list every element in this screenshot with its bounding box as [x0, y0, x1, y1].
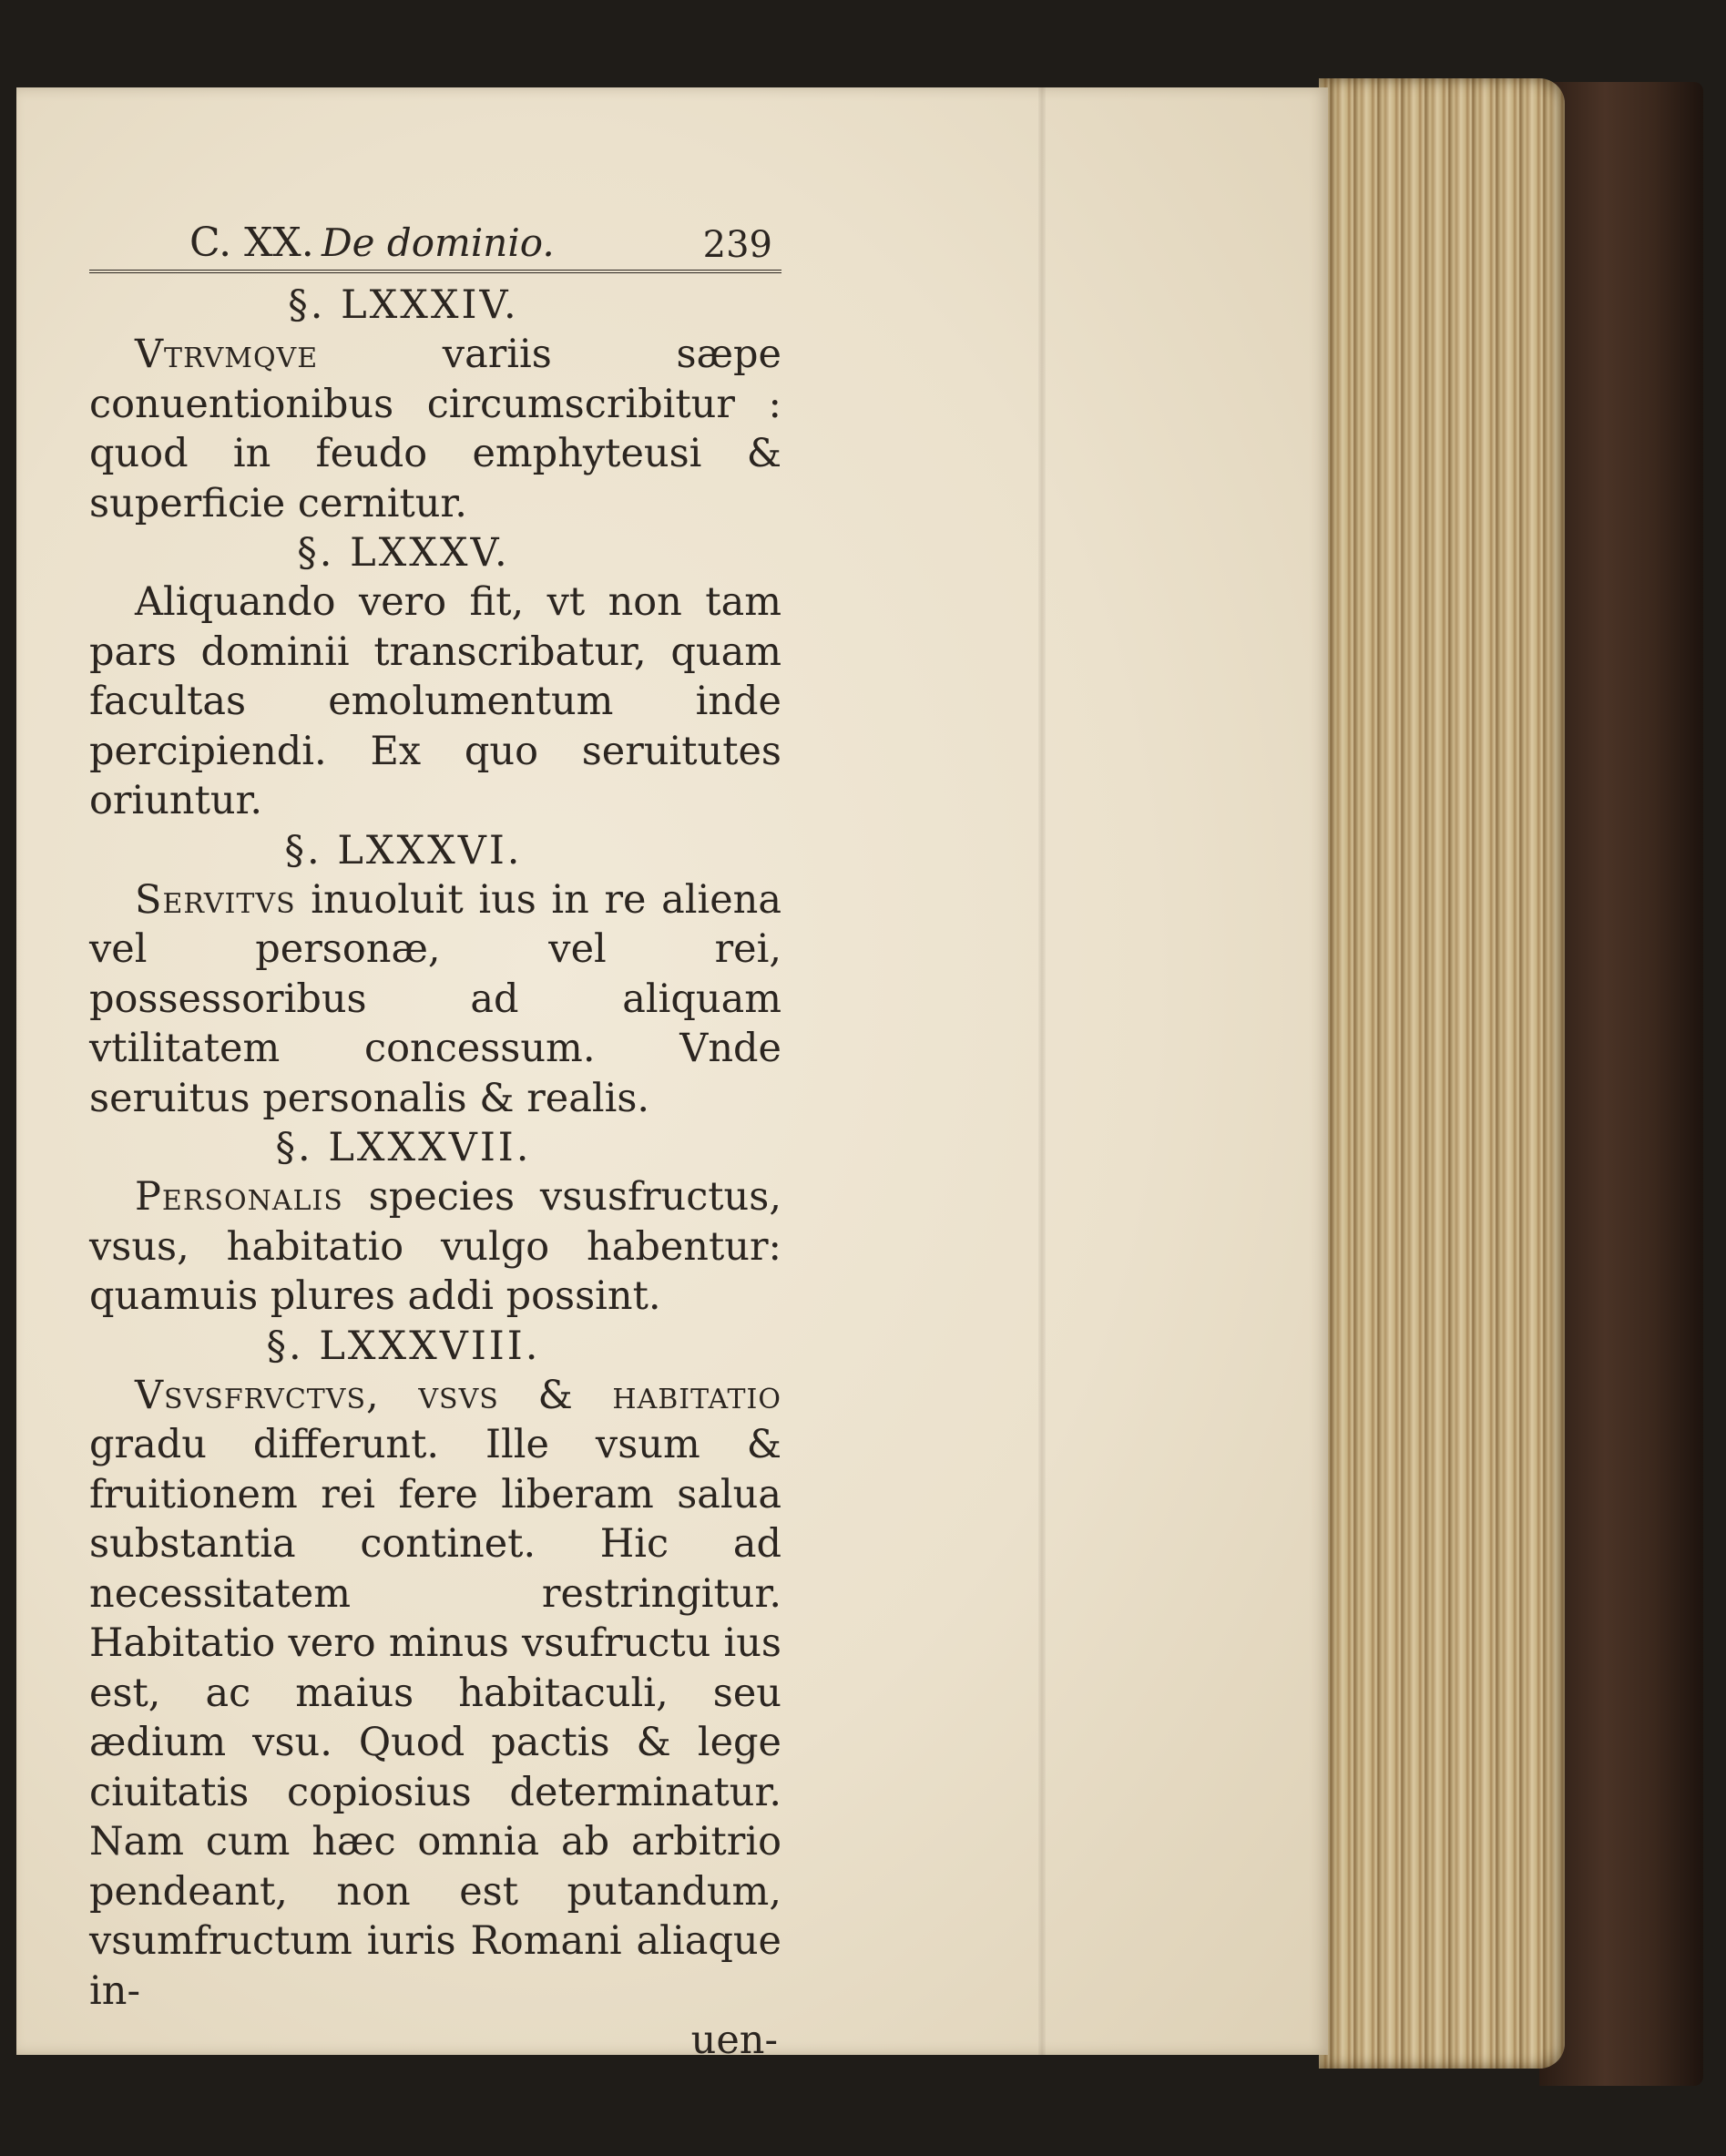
- lead-word: Personalis: [135, 1174, 343, 1220]
- catchword: uen-: [690, 2018, 778, 2063]
- page-edges: [1319, 78, 1565, 2069]
- chapter-label: C. XX.: [189, 220, 314, 266]
- section-paragraph: [89, 577, 781, 826]
- paragraph-text: Aliquando vero fit, vt non tam pars dominii transcribatur, quam facultas emolumentum inde percipiendi. Ex quo seruitutes oriuntur.: [89, 579, 781, 823]
- section-heading: §. LXXXIV.: [288, 282, 519, 328]
- page-fold: [1038, 87, 1046, 2055]
- section-paragraph: [89, 1172, 781, 1322]
- section-paragraph: [89, 330, 781, 528]
- page-text: [89, 206, 781, 2066]
- lead-word: Servitvs: [135, 876, 296, 923]
- section-paragraph: [89, 875, 781, 1124]
- section-heading: §. LXXXVII.: [275, 1125, 532, 1170]
- section-paragraph: [89, 1371, 781, 2017]
- lead-word: Vtrvmqve: [135, 332, 319, 377]
- paragraph-text: gradu differunt. Ille vsum & fruitionem rei fere liberam salua substantia continet. Hic ad necessitatem restringitur. Habitatio vero minus vsufructu ius est, ac maius habitaculi, seu ædium vsu. Quod pactis & lege ciuitatis copiosius determinatur. Nam cum hæc omnia ab arbitrio pendeant, non est putandum, vsumfructum iuris Romani aliaque in-: [89, 1422, 781, 2014]
- section-heading: §. LXXXVI.: [284, 827, 523, 874]
- section-heading: §. LXXXV.: [297, 530, 510, 576]
- paragraph-text: variis sæpe conuentionibus circumscribitur : quod in feudo emphyteusi & superficie cernitur.: [89, 332, 781, 526]
- section-heading: §. LXXXVIII.: [266, 1323, 541, 1369]
- lead-word: Vsvsfrvctvs, vsvs & habitatio: [135, 1372, 781, 1418]
- paragraph-text: inuoluit ius in re aliena vel personæ, vel rei, possessoribus ad aliquam vtilitatem concessum. Vnde seruitus personalis & realis.: [89, 876, 781, 1121]
- paragraph-text: species vsusfructus, vsus, habitatio vulgo habentur: quamuis plures addi possint.: [89, 1174, 781, 1319]
- chapter-title: De dominio.: [322, 220, 555, 265]
- page-number: 239: [702, 224, 772, 266]
- running-head: [89, 206, 781, 273]
